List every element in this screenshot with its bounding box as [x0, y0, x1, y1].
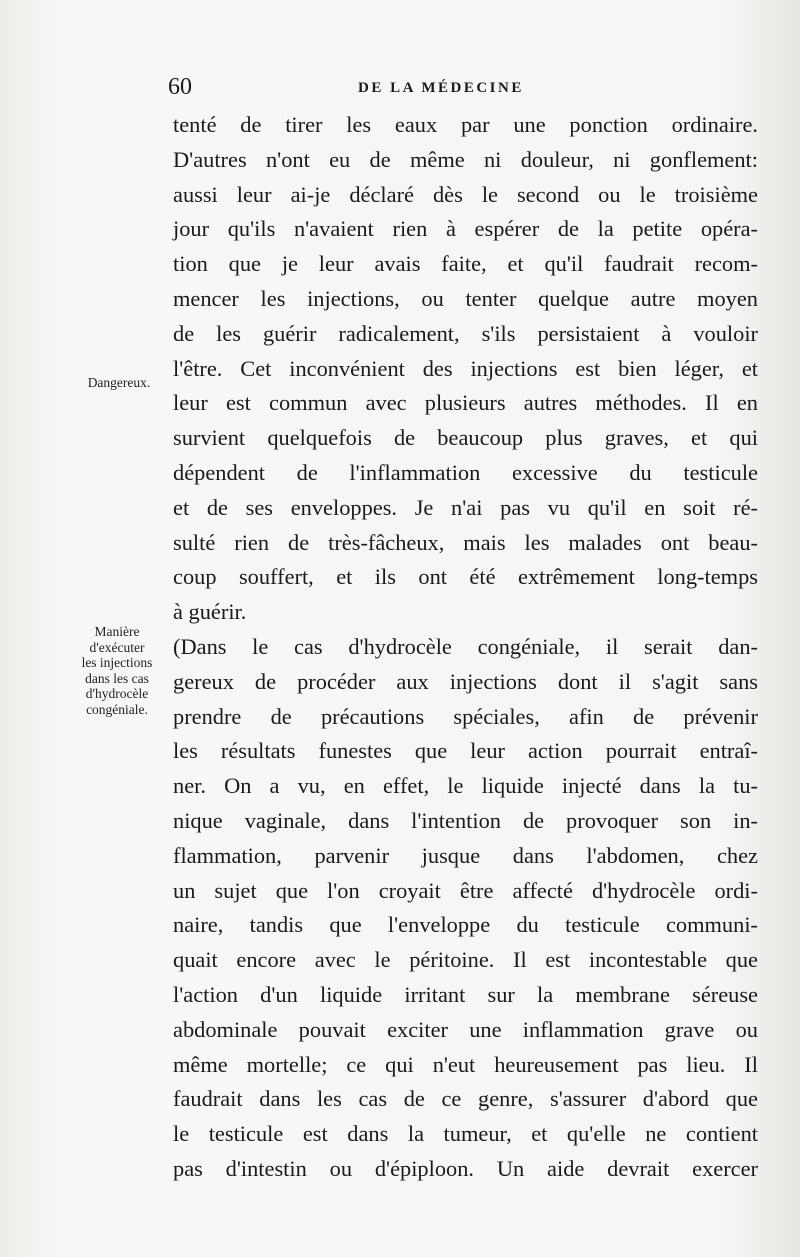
text-line: même mortelle; ce qui n'eut heureusement pas lieu. Il [173, 1051, 758, 1077]
margin-note-line: d'hydrocèle [85, 686, 149, 701]
text-line: flammation, parvenir jusque dans l'abdomen, chez [173, 842, 758, 868]
text-line: l'être. Cet inconvénient des injections est bien léger, et [173, 355, 758, 381]
text-line: leur est commun avec plusieurs autres méthodes. Il en [173, 390, 758, 416]
text-line: de les guérir radicalement, s'ils persistaient à vouloir [173, 320, 758, 346]
text-line: pas d'intestin ou d'épiploon. Un aide devrait exercer [173, 1155, 758, 1181]
margin-note-maniere [62, 624, 172, 717]
text-line: aussi leur ai-je déclaré dès le second ou le troisième [173, 181, 758, 207]
margin-note-line: Manière [94, 624, 140, 639]
body-text [173, 108, 758, 1187]
text-line: et de ses enveloppes. Je n'ai pas vu qu'il en soit ré- [173, 494, 758, 520]
text-line: abdominale pouvait exciter une inflammation grave ou [173, 1016, 758, 1042]
text-line: à guérir. [173, 599, 247, 625]
running-title: DE LA MÉDECINE [358, 80, 524, 96]
text-line: (Dans le cas d'hydrocèle congéniale, il serait dan- [173, 633, 758, 659]
margin-note-line: les injections [81, 655, 153, 670]
text-line: nique vaginale, dans l'intention de provoquer son in- [173, 807, 758, 833]
text-line: un sujet que l'on croyait être affecté d'hydrocèle ordi- [173, 877, 758, 903]
text-line: prendre de précautions spéciales, afin de prévenir [173, 703, 758, 729]
text-line: le testicule est dans la tumeur, et qu'elle ne contient [173, 1121, 758, 1147]
margin-note-dangereux: Dangereux. [87, 375, 151, 390]
text-line: tion que je leur avais faite, et qu'il faudrait recom- [173, 251, 758, 277]
text-line: coup souffert, et ils ont été extrêmement long-temps [173, 564, 758, 590]
text-line: ner. On a vu, en effet, le liquide injecté dans la tu- [173, 773, 758, 799]
running-head [168, 72, 768, 102]
margin-note-line: congéniale. [86, 701, 148, 717]
text-line: gereux de procéder aux injections dont il s'agit sans [173, 668, 758, 694]
text-line: mencer les injections, ou tenter quelque autre moyen [173, 285, 758, 311]
page-number: 60 [168, 74, 192, 100]
text-line: naire, tandis que l'enveloppe du testicule communi- [173, 912, 758, 938]
text-line: sulté rien de très-fâcheux, mais les malades ont beau- [173, 529, 758, 555]
text-line: jour qu'ils n'avaient rien à espérer de la petite opéra- [173, 216, 758, 242]
text-line: survient quelquefois de beaucoup plus graves, et qui [173, 425, 758, 451]
text-line: dépendent de l'inflammation excessive du testicule [173, 459, 758, 485]
text-line: l'action d'un liquide irritant sur la membrane séreuse [173, 981, 758, 1007]
text-line: quait encore avec le péritoine. Il est incontestable que [173, 947, 758, 973]
text-line: tenté de tirer les eaux par une ponction ordinaire. [173, 112, 758, 137]
text-line: faudrait dans les cas de ce genre, s'assurer d'abord que [173, 1086, 758, 1112]
margin-note-line: d'exécuter [89, 639, 145, 655]
text-line: les résultats funestes que leur action pourrait entraî- [173, 738, 758, 764]
margin-note-line: dans les cas [85, 670, 149, 686]
text-line: D'autres n'ont eu de même ni douleur, ni gonflement: [173, 146, 758, 172]
